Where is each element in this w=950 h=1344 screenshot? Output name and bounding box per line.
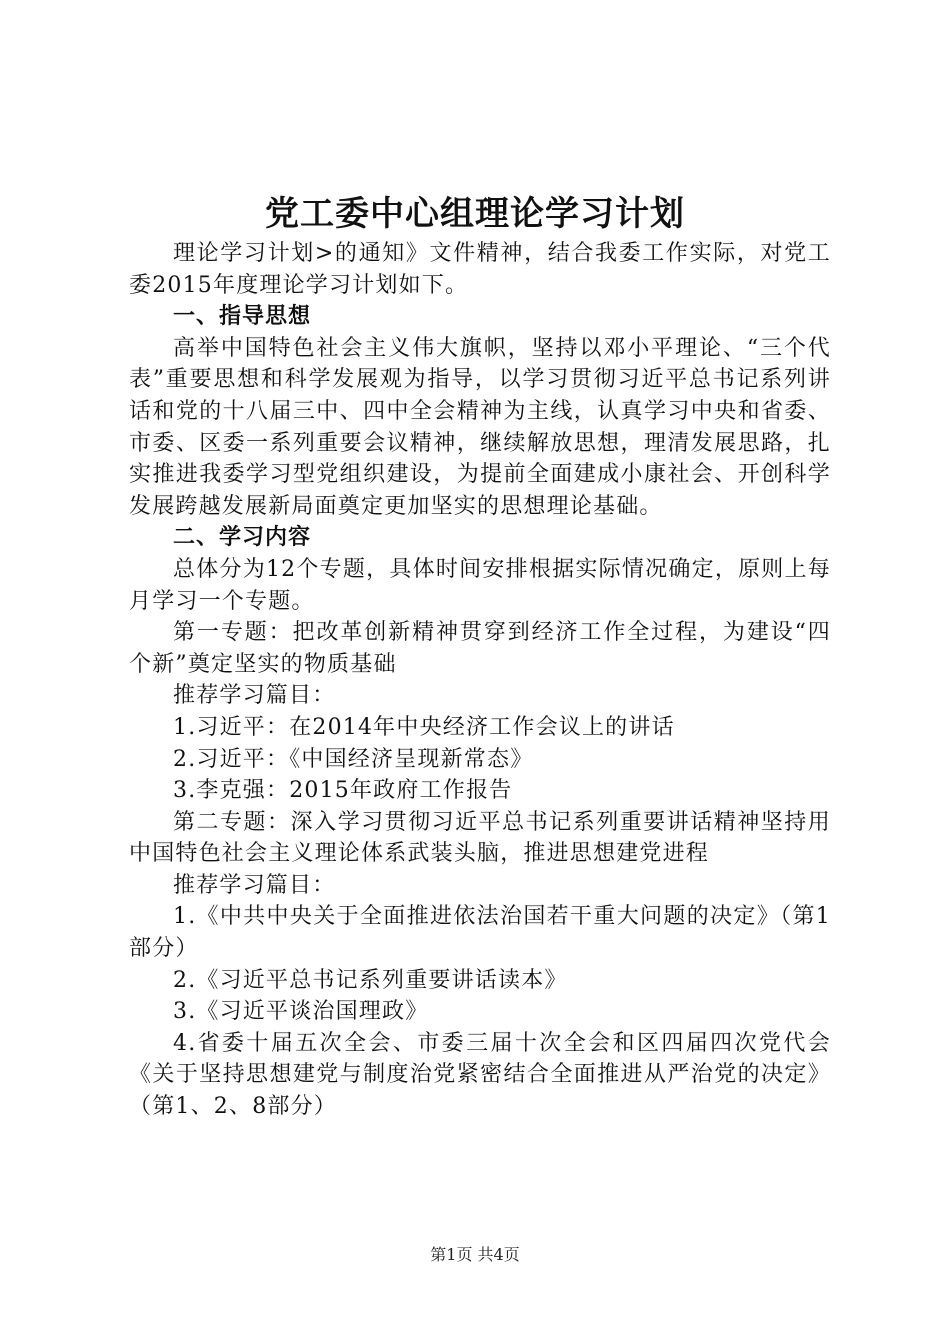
section-heading-guiding-thought: 一、指导思想	[173, 304, 312, 330]
topic-2-reading-label: 推荐学习篇目：	[173, 872, 336, 898]
topic-1-title: 第一专题：把改革创新精神贯穿到经济工作全过程，为建设“四个新”奠定坚实的物质基础	[129, 620, 831, 677]
topic-1-reading-label: 推荐学习篇目：	[173, 683, 336, 709]
topic-1-reading-item: 2.习近平：《中国经济呈现新常态》	[173, 746, 534, 772]
topic-2-title: 第二专题：深入学习贯彻习近平总书记系列重要讲话精神坚持用中国特色社会主义理论体系武装头脑，推进思想建党进程	[129, 809, 831, 867]
topic-1-reading-item: 3.李克强：2015年政府工作报告	[173, 778, 513, 804]
intro-paragraph: 理论学习计划>的通知》文件精神，结合我委工作实际，对党工委2015年度理论学习计划如下。	[129, 241, 831, 298]
page-footer: 第1页 共4页	[430, 1245, 520, 1264]
section-heading-study-content: 二、学习内容	[173, 525, 312, 551]
topic-2-reading-item: 2.《习近平总书记系列重要讲话读本》	[173, 967, 568, 993]
topic-2-reading-item: 1.《中共中央关于全面推进依法治国若干重大问题的决定》（第1部分）	[129, 904, 831, 962]
guiding-thought-paragraph: 高举中国特色社会主义伟大旗帜，坚持以邓小平理论、“三个代表”重要思想和科学发展观为指导，以学习贯彻习近平总书记系列讲话和党的十八届三中、四中全会精神为主线，认真学习中央和省委、市委、区委一系列重要会议精神，继续解放思想，理清发展思路，扎实推进我委学习型党组织建设，为提前全面建成小康社会、开创科学发展跨越发展新局面奠定更加坚实的思想理论基础。	[129, 335, 831, 519]
topic-2-reading-item: 3.《习近平谈治国理政》	[173, 999, 429, 1025]
study-overview-paragraph: 总体分为12个专题，具体时间安排根据实际情况确定，原则上每月学习一个专题。	[129, 556, 831, 614]
topic-2-reading-item: 4.省委十届五次全会、市委三届十次全会和区四届四次党代会《关于坚持思想建党与制度治党紧密结合全面推进从严治党的决定》（第1、2、8部分）	[129, 1030, 831, 1120]
topic-1-reading-item: 1.习近平：在2014年中央经济工作会议上的讲话	[173, 714, 675, 740]
document-body	[129, 238, 831, 1123]
document-title: 党工委中心组理论学习计划	[265, 194, 685, 234]
